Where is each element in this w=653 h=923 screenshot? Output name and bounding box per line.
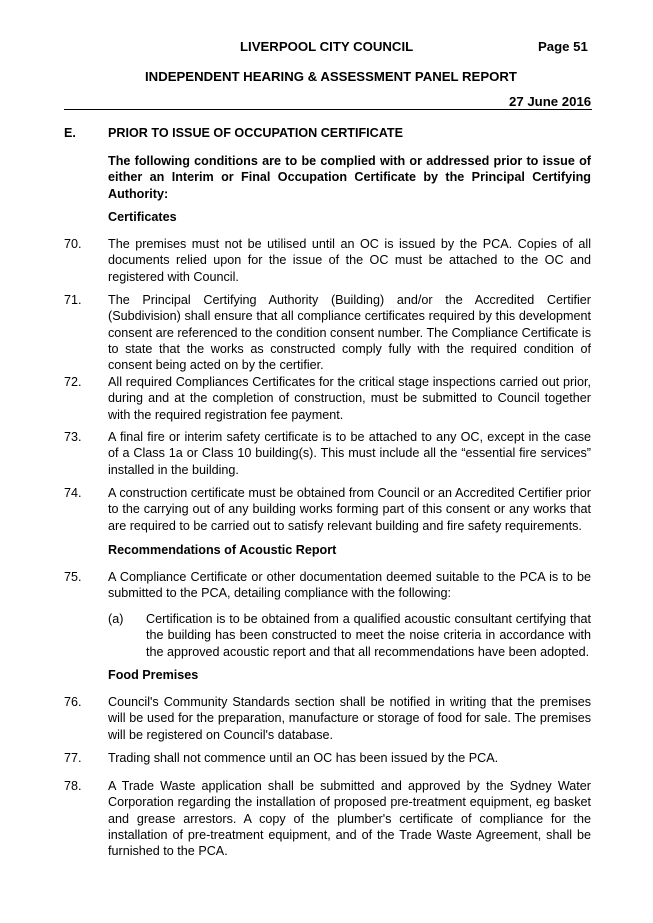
condition-text: A Compliance Certificate or other documentation deemed suitable to the PCA is to be submitted to the PCA, detailing compliance with the following: (108, 570, 591, 601)
sub-item-label: (a) (108, 612, 124, 626)
item-number: 71. (64, 293, 82, 307)
item-number: 77. (64, 751, 82, 765)
heading-certificates: Certificates (108, 210, 177, 224)
item-number: 75. (64, 570, 82, 584)
item-number: 74. (64, 486, 82, 500)
condition-text: The premises must not be utilised until an OC is issued by the PCA. Copies of all documents relied upon for the issue of the OC must be attached to the OC and registered with Council. (108, 237, 591, 284)
report-date: 27 June 2016 (509, 94, 592, 109)
section-intro: The following conditions are to be complied with or addressed prior to issue of either an Interim or Final Occupation Certificate by the Principal Certifying Authority: (108, 154, 591, 201)
header-rule (64, 109, 592, 110)
condition-text: The Principal Certifying Authority (Building) and/or the Accredited Certifier (Subdivision) shall ensure that all compliance certificates required by this development consent are referenced to the condition consent number. The Compliance Certificate is to state that the works as constructed comply fully with the required condition of consent being acted on by the certifier. (108, 293, 591, 373)
item-number: 72. (64, 375, 82, 389)
heading-food-premises: Food Premises (108, 668, 199, 682)
sub-item-text: Certification is to be obtained from a qualified acoustic consultant certifying that the building has been constructed to meet the noise criteria in accordance with the approved acoustic report and that all recommendations have been adopted. (146, 612, 591, 659)
condition-text: All required Compliances Certificates for the critical stage inspections carried out prior, during and at the completion of construction, must be submitted to Council together with the required registration fee payment. (108, 375, 591, 422)
item-number: 70. (64, 237, 82, 251)
heading-acoustic: Recommendations of Acoustic Report (108, 543, 337, 557)
condition-text: A final fire or interim safety certificate is to be attached to any OC, except in the case of a Class 1a or Class 10 building(s). This must include all the “essential fire services” installed in the building. (108, 430, 591, 477)
council-name: LIVERPOOL CITY COUNCIL (240, 39, 414, 54)
section-letter: E. (64, 126, 76, 140)
condition-text: Trading shall not commence until an OC has been issued by the PCA. (108, 751, 499, 765)
condition-text: Council's Community Standards section shall be notified in writing that the premises will be used for the preparation, manufacture or storage of food for sale. The premises will be registered on Council's database. (108, 695, 591, 742)
item-number: 78. (64, 779, 82, 793)
report-title: INDEPENDENT HEARING & ASSESSMENT PANEL REPORT (145, 69, 517, 84)
page-number: Page 51 (538, 39, 588, 54)
condition-text: A construction certificate must be obtained from Council or an Accredited Certifier prior to the carrying out of any building works forming part of this consent or any works that are required to be carried out to satisfy relevant building and fire safety requirements. (108, 486, 591, 533)
condition-text: A Trade Waste application shall be submitted and approved by the Sydney Water Corporation regarding the installation of proposed pre-treatment equipment, eg basket and grease arrestors. A copy of the plumber's certificate of compliance for the installation of pre-treatment equipment, and of the Trade Waste Agreement, shall be furnished to the PCA. (108, 779, 591, 859)
item-number: 73. (64, 430, 82, 444)
section-title: PRIOR TO ISSUE OF OCCUPATION CERTIFICATE (108, 126, 404, 140)
item-number: 76. (64, 695, 82, 709)
